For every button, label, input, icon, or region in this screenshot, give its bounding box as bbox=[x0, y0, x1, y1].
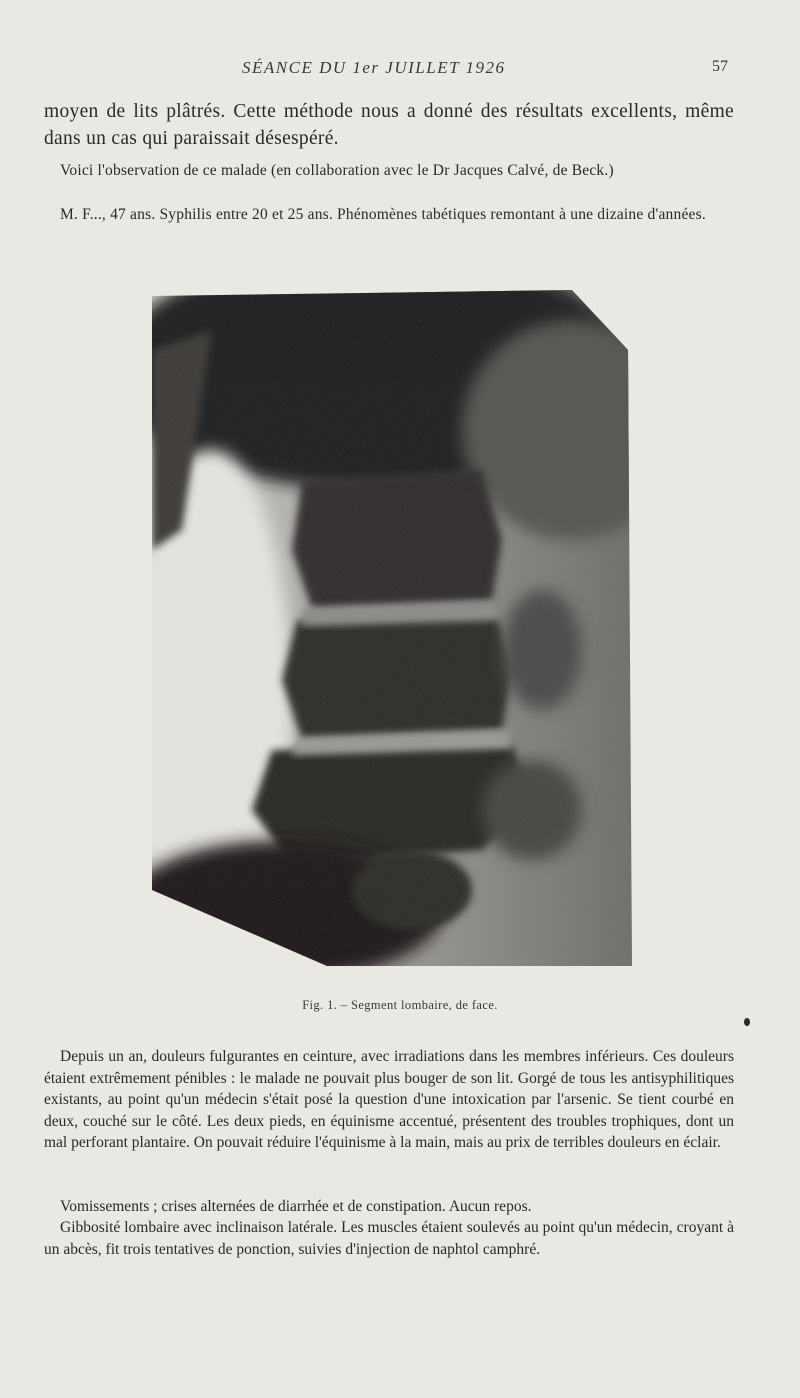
paragraph-gibbosity: Gibbosité lombaire avec inclinaison latérale. Les muscles étaient soulevés au point qu'un médecin, croyant à un abcès, fit trois tentatives de ponction, suivies d'injection de naphtol camphré. bbox=[44, 1219, 734, 1258]
paragraph-vomiting: Vomissements ; crises alternées de diarrhée et de constipation. Aucun repos. bbox=[60, 1198, 532, 1215]
running-head bbox=[0, 58, 800, 82]
paragraph-intro: moyen de lits plâtrés. Cette méthode nous a donné des résultats excellents, même dans un cas qui paraissait désespéré. bbox=[44, 101, 734, 149]
figure-xray bbox=[152, 290, 632, 966]
figure-caption: Fig. 1. – Segment lombaire, de face. bbox=[302, 998, 498, 1012]
xray-image bbox=[152, 290, 632, 966]
page-number: 57 bbox=[712, 58, 728, 75]
paragraph-symptoms: Depuis un an, douleurs fulgurantes en ceinture, avec irradiations dans les membres inférieurs. Ces douleurs étaient extrêmement pénibles : le malade ne pouvait plus bouger de son lit. Gorgé de tous les antisyphilitiques existants, au point qu'un médecin s'était posé la question d'une intoxication par l'arsenic. Se tient courbé en deux, couché sur le côté. Les deux pieds, en équinisme accentué, présentent des troubles trophiques, dont un mal perforant plantaire. On pouvait réduire l'équinisme à la main, mais au prix de terribles douleurs en éclair. bbox=[44, 1048, 734, 1152]
paragraph-patient: M. F..., 47 ans. Syphilis entre 20 et 25 ans. Phénomènes tabétiques remontant à une dizaine d'années. bbox=[60, 206, 706, 223]
paragraph-observation: Voici l'observation de ce malade (en collaboration avec le Dr Jacques Calvé, de Beck.) bbox=[60, 162, 614, 179]
running-title: SÉANCE DU 1er JUILLET 1926 bbox=[242, 58, 506, 77]
ink-mark bbox=[744, 1018, 750, 1026]
